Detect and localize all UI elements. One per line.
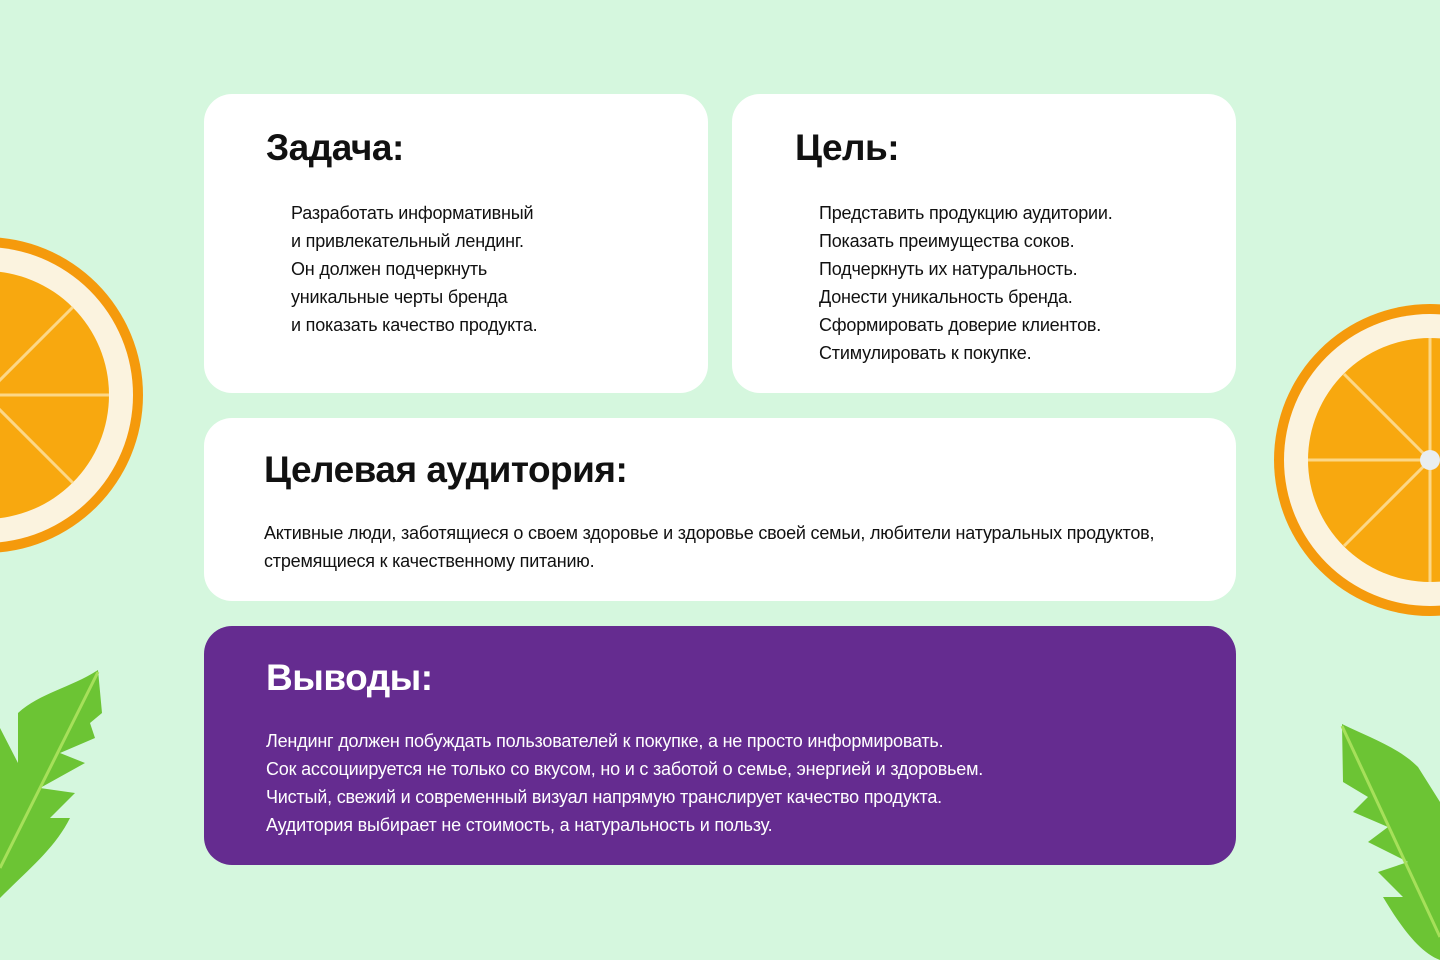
monstera-leaf-right-image xyxy=(1338,722,1440,960)
audience-card xyxy=(204,418,1236,601)
conclusions-title: Выводы: xyxy=(266,657,433,698)
goal-card xyxy=(732,94,1236,393)
audience-title: Целевая аудитория: xyxy=(264,449,628,490)
goal-title: Цель: xyxy=(795,127,900,168)
task-card xyxy=(204,94,708,393)
orange-slice-left-image xyxy=(0,235,145,555)
task-title: Задача: xyxy=(266,127,404,168)
conclusions-text: Лендинг должен побуждать пользователей к покупке, а не просто информировать. Сок ассоциируется не только со вкусом, но и с заботой о семье, энергией и здоровьем. Чистый, свежий и современный визуал напрямую транслирует качество продукта. Аудитория выбирает не стоимость, а натуральность и пользу. xyxy=(266,731,984,835)
task-text: Разработать информативный и привлекательный лендинг. Он должен подчеркнуть уникальные черты бренда и показать качество продукта. xyxy=(291,203,538,335)
goal-text: Представить продукцию аудитории. Показать преимущества соков. Подчеркнуть их натуральность. Донести уникальность бренда. Сформировать доверие клиентов. Стимулировать к покупке. xyxy=(819,203,1113,363)
conclusions-card xyxy=(204,626,1236,865)
monstera-leaf-left-image xyxy=(0,668,110,898)
audience-text: Активные люди, заботящиеся о своем здоровье и здоровье своей семьи, любители натуральных продуктов, стремящиеся к качественному питанию. xyxy=(264,523,1155,571)
orange-slice-right-image xyxy=(1272,302,1440,618)
